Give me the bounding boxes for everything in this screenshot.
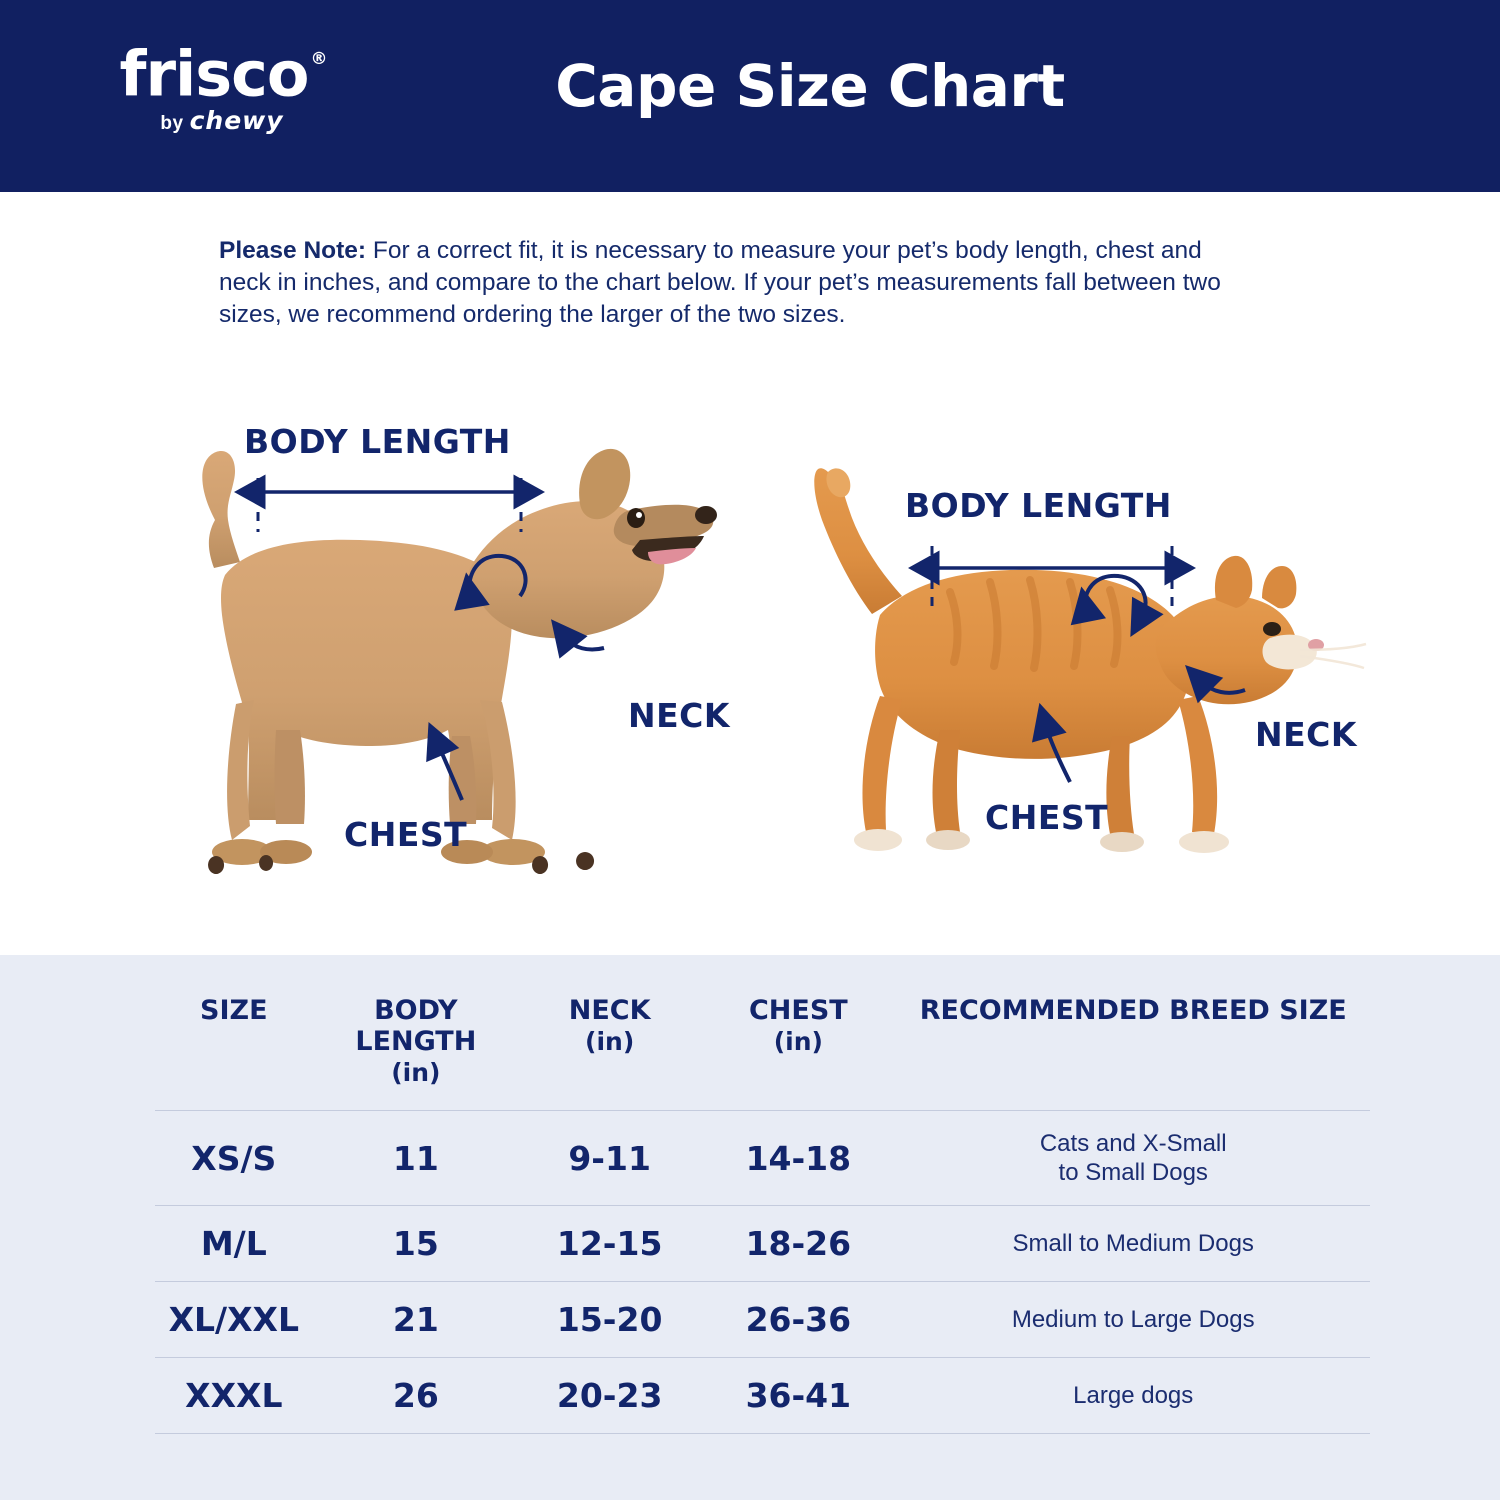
cell-neck: 12-15 — [519, 1206, 700, 1282]
cell-breed: Large dogs — [896, 1358, 1370, 1434]
rule-cell — [155, 1434, 313, 1435]
cell-breed: Small to Medium Dogs — [896, 1206, 1370, 1282]
illustration-graphics — [0, 400, 1500, 955]
header-neck-text: NECK — [568, 995, 651, 1026]
measurement-illustrations — [0, 400, 1500, 955]
cell-size: XS/S — [155, 1111, 313, 1206]
cell-body-length: 15 — [313, 1206, 519, 1282]
cell-body-length: 26 — [313, 1358, 519, 1434]
cell-chest: 36-41 — [700, 1358, 896, 1434]
rule-cell — [313, 1434, 519, 1435]
rule-cell — [896, 1434, 1370, 1435]
header-neck-unit: (in) — [585, 1027, 635, 1056]
header-neck — [519, 995, 700, 1111]
cell-body-length: 11 — [313, 1111, 519, 1206]
cell-chest: 26-36 — [700, 1282, 896, 1358]
page-title: Cape Size Chart — [555, 52, 1065, 120]
size-table — [155, 995, 1370, 1434]
cell-size: XXXL — [155, 1358, 313, 1434]
header-body-length-text: BODY LENGTH — [355, 995, 477, 1057]
cell-breed: Medium to Large Dogs — [896, 1282, 1370, 1358]
please-note-prefix: Please Note: — [219, 237, 367, 264]
rule-cell — [700, 1434, 896, 1435]
dog-body-length-label: BODY LENGTH — [244, 422, 511, 461]
header-breed: RECOMMENDED BREED SIZE — [919, 995, 1347, 1026]
cell-size: XL/XXL — [155, 1282, 313, 1358]
size-table-area — [0, 955, 1500, 1500]
cat-body-length-label: BODY LENGTH — [905, 486, 1172, 525]
cell-size: M/L — [155, 1206, 313, 1282]
size-table-head — [155, 995, 1370, 1111]
please-note-text — [219, 235, 1249, 331]
header-chest-unit: (in) — [773, 1027, 823, 1056]
header-size: SIZE — [200, 995, 268, 1026]
please-note-body: For a correct fit, it is necessary to measure your pet’s body length, chest and neck in inches, and compare to the chart below. If your pet’s measurements fall between two sizes, we recommend ordering the larger of the two sizes. — [219, 237, 1221, 328]
table-row — [155, 1111, 1370, 1206]
dog-chest-label: CHEST — [344, 815, 468, 854]
size-table-body — [155, 1111, 1370, 1435]
cat-chest-label: CHEST — [985, 798, 1109, 837]
cell-breed-line2: to Small Dogs — [1058, 1159, 1208, 1186]
table-bottom-rule — [155, 1434, 1370, 1435]
header-chest-text: CHEST — [748, 995, 848, 1026]
header-body-length-unit: (in) — [391, 1058, 441, 1087]
cell-chest: 14-18 — [700, 1111, 896, 1206]
rule-cell — [519, 1434, 700, 1435]
header-body-length — [313, 995, 519, 1111]
cell-breed — [896, 1111, 1370, 1206]
table-header-row — [155, 995, 1370, 1111]
dog-photo — [202, 449, 717, 874]
dog-neck-label: NECK — [628, 696, 730, 735]
cell-chest: 18-26 — [700, 1206, 896, 1282]
logo-brand-label: frisco — [119, 37, 309, 111]
cell-neck: 15-20 — [519, 1282, 700, 1358]
cell-body-length: 21 — [313, 1282, 519, 1358]
cell-breed-line1: Cats and X-Small — [1039, 1130, 1227, 1157]
table-row — [155, 1358, 1370, 1434]
dog-body-length-arrow — [258, 478, 521, 532]
registered-trademark-icon: ® — [310, 49, 327, 69]
cell-neck: 9-11 — [519, 1111, 700, 1206]
logo-partner-label: chewy — [189, 105, 284, 135]
logo-by-label: by — [160, 112, 184, 134]
header-chest — [700, 995, 896, 1111]
cat-neck-label: NECK — [1255, 715, 1357, 754]
page-header — [0, 0, 1500, 192]
table-row — [155, 1282, 1370, 1358]
cat-photo — [814, 468, 1366, 853]
table-row — [155, 1206, 1370, 1282]
cell-neck: 20-23 — [519, 1358, 700, 1434]
